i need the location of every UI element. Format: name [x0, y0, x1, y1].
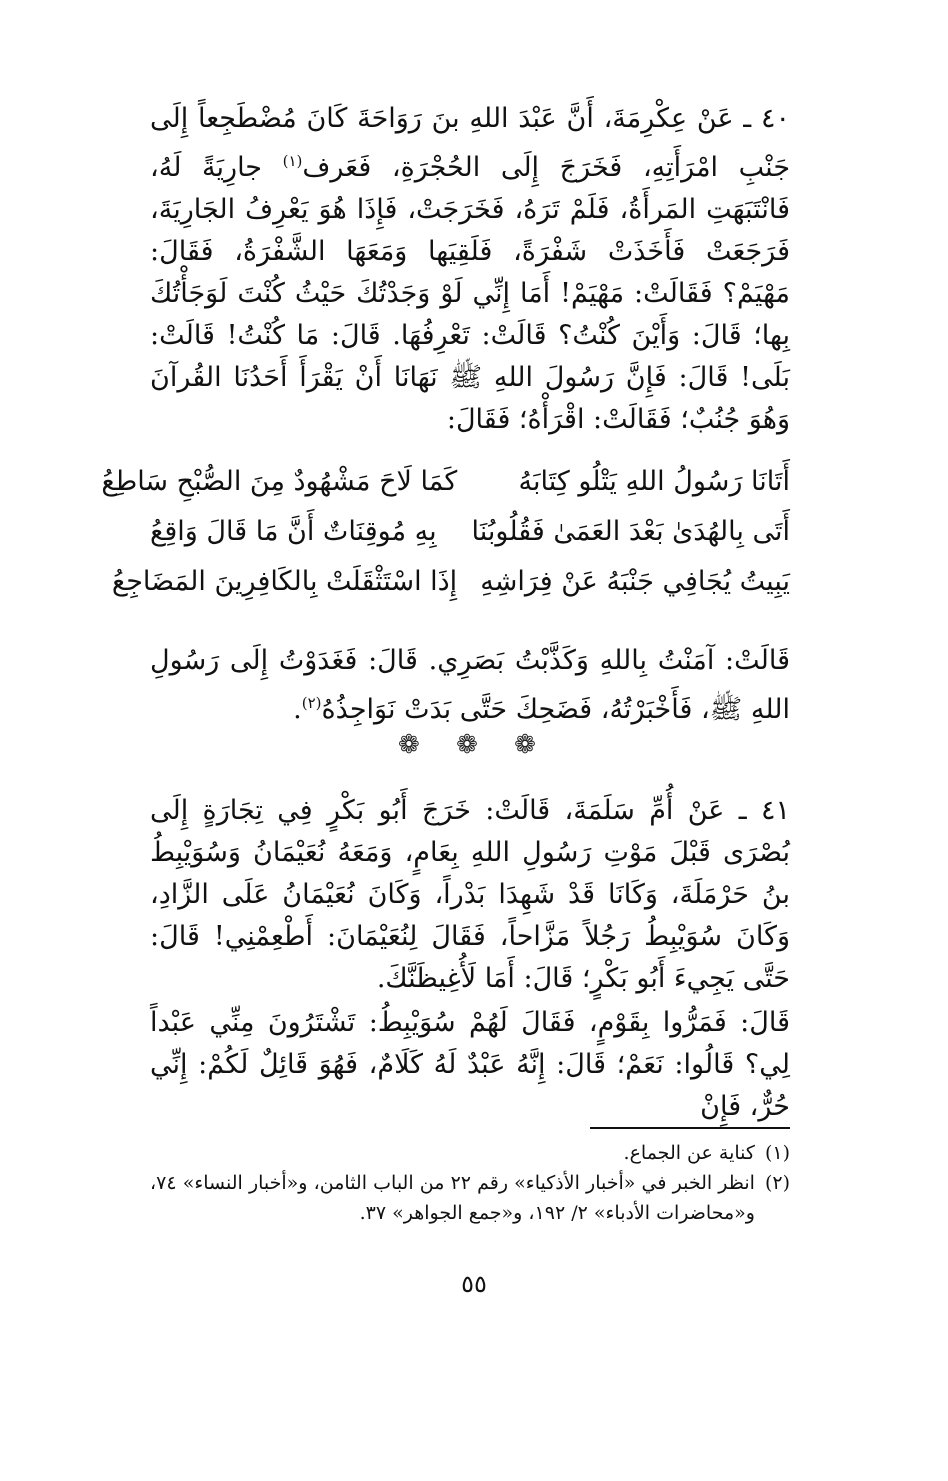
- paragraph-41-continued: [150, 1002, 790, 1128]
- verse-first-hemistich: يَبِيتُ يُجَافِي جَنْبَهُ عَنْ فِرَاشِهِ: [480, 565, 790, 597]
- footnote-item: [150, 1138, 790, 1168]
- footnotes: [150, 1138, 790, 1228]
- footnote-text: كناية عن الجماع.: [623, 1142, 755, 1164]
- verse-second-hemistich: كَمَا لَاحَ مَشْهُودٌ مِنَ الصُّبْحِ سَاطِعُ: [101, 465, 458, 497]
- paragraph-41: [150, 790, 790, 1000]
- poem: [101, 456, 790, 606]
- paragraph-40-end: [150, 640, 790, 731]
- paragraph-41b-text: قَالَ: فَمَرُّوا بِقَوْمٍ، فَقَالَ لَهُمْ سُوَيْبِطُ: تَشْتَرُونَ مِنِّي عَبْداً لِي؟ قَالُوا: نَعَمْ؛ قَالَ: إِنَّهُ عَبْدٌ لَهُ كَلَامٌ، فَهُوَ قَائِلٌ لَكُمْ: إِنِّي حُرٌّ، فَإِنْ: [150, 1007, 790, 1122]
- verse-first-hemistich: أَتَى بِالهُدَىٰ بَعْدَ العَمَىٰ فَقُلُوبُنَا: [471, 515, 790, 547]
- footnote-ref-1[interactable]: (١): [282, 152, 303, 170]
- footnote-number: (١): [764, 1142, 790, 1164]
- footnote-ref-2[interactable]: (٢): [301, 694, 322, 712]
- verse-second-hemistich: بِهِ مُوقِنَاتٌ أَنَّ مَا قَالَ وَاقِعُ: [150, 515, 437, 547]
- verse-first-hemistich: أَتَانَا رَسُولُ اللهِ يَتْلُو كِتَابَهُ: [518, 465, 790, 497]
- poem-verse: [150, 506, 790, 556]
- footnote-divider: [590, 1127, 790, 1129]
- footnote-text: انظر الخبر في «أخبار الأذكياء» رقم ٢٢ من الباب الثامن، و«أخبار النساء» ٧٤، و«محاضرات الأدباء» ٢/ ١٩٢، و«جمع الجواهر» ٣٧.: [150, 1172, 755, 1224]
- paragraph-40: [150, 98, 790, 441]
- footnote-number: (٢): [764, 1172, 790, 1194]
- page-number: ٥٥: [461, 1270, 487, 1298]
- paragraph-40-end-text: قَالَتْ: آمَنْتُ بِاللهِ وَكَذَّبْتُ بَصَرِي. قَالَ: فَغَدَوْتُ إِلَى رَسُولِ اللهِ ﷺ، فَأَخْبَرْتُهُ، فَضَحِكَ حَتَّى بَدَتْ نَوَاجِذُهُ: [150, 645, 790, 725]
- poem-verse: [111, 556, 790, 606]
- verse-second-hemistich: إِذَا اسْتَثْقَلَتْ بِالكَافِرِينَ المَضَاجِعُ: [111, 565, 458, 597]
- paragraph-40-text-2: جارِيَةً لَهُ، فَانْتَبَهَتِ المَرأَةُ، فَلَمْ تَرَهُ، فَخَرَجَتْ، فَإِذَا هُوَ يَعْرِفُ الجَارِيَةَ، فَرَجَعَتْ فَأَخَذَتْ شَفْرَةً، فَلَقِيَها وَمَعَهَا الشَّفْرَةُ، فَقَالَ: مَهْيَمْ؟ فَقَالَتْ: مَهْيَمْ! أَمَا إِنِّي لَوْ وَجَدْتُكَ حَيْثُ كُنْتَ لَوَجَأْتُكَ بِها؛ قَالَ: وَأَيْنَ كُنْتُ؟ قَالَتْ: تَعْرِفُهَا. قَالَ: مَا كُنْتُ! قَالَتْ: بَلَى! قَالَ: فَإِنَّ رَسُولَ اللهِ ﷺ نَهَانَا أَنْ يَقْرَأَ أَحَدُنَا القُرآنَ وَهُوَ جُنُبٌ؛ فَقَالَتْ: اقْرَأْهُ؛ فَقَالَ:: [150, 152, 790, 435]
- footnote-item: [150, 1168, 790, 1228]
- paragraph-41-text: ٤١ ـ عَنْ أُمِّ سَلَمَةَ، قَالَتْ: خَرَجَ أَبُو بَكْرٍ فِي تِجَارَةٍ إِلَى بُصْرَى قَبْلَ مَوْتِ رَسُولِ اللهِ بِعَامٍ، وَمَعَهُ نُعَيْمَانُ وَسُوَيْبِطُ بنُ حَرْمَلَةَ، وَكَانَا قَدْ شَهِدَا بَدْراً، وَكَانَ نُعَيْمَانُ عَلَى الزَّادِ، وَكَانَ سُوَيْبِطُ رَجُلاً مَزَّاحاً، فَقَالَ لِنُعَيْمَانَ: أَطْعِمْنِي! قَالَ: حَتَّى يَجِيءَ أَبُو بَكْرٍ؛ قَالَ: أَمَا لَأُغِيظَنَّكَ.: [150, 795, 790, 994]
- poem-verse: [101, 456, 790, 506]
- section-separator-ornament: ❁ ❁ ❁: [398, 730, 550, 760]
- sentence-end: .: [293, 694, 302, 725]
- paragraph-40-text-1: ٤٠ ـ عَنْ عِكْرِمَةَ، أَنَّ عَبْدَ اللهِ بنَ رَوَاحَةَ كَانَ مُضْطَجِعاً إِلَى جَنْبِ امْرَأَتِهِ، فَخَرَجَ إِلَى الحُجْرَةِ، فَعَرف: [150, 103, 791, 183]
